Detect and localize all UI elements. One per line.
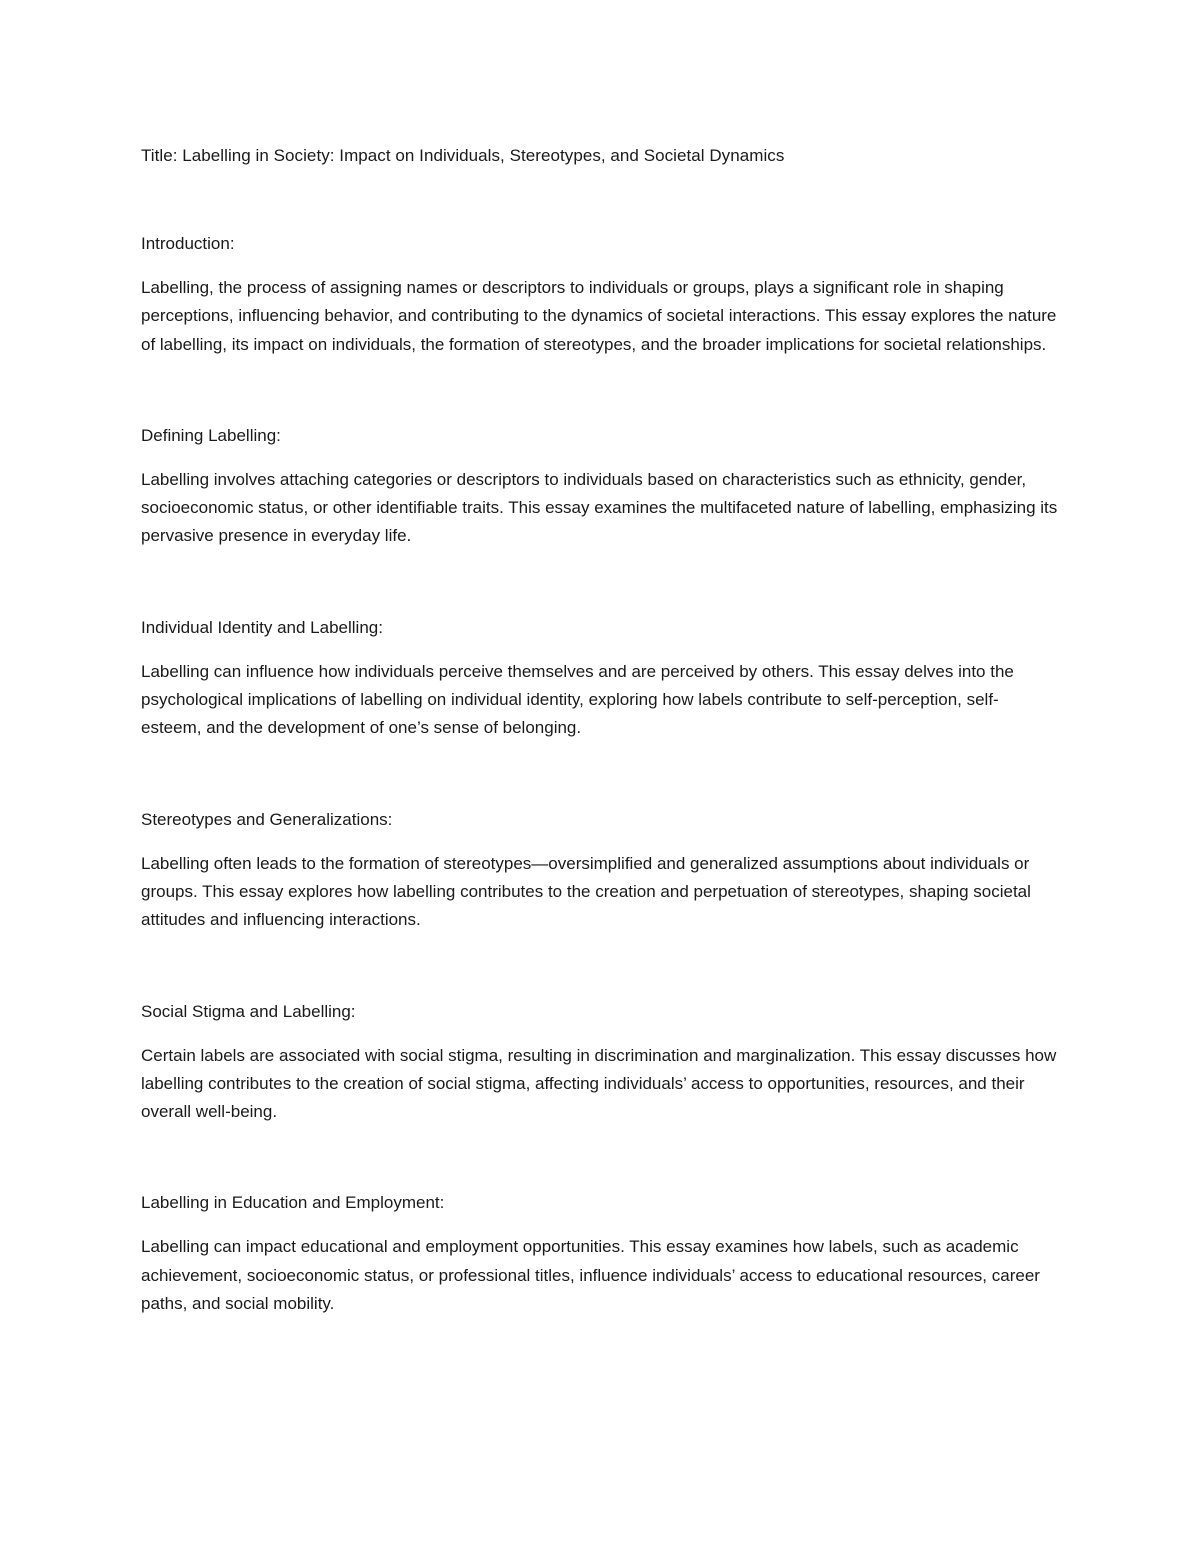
section-introduction (141, 230, 1059, 359)
section-heading-stereotypes: Stereotypes and Generalizations: (141, 809, 393, 829)
section-defining-labelling (141, 422, 1059, 551)
section-body-education-employment: Labelling can impact educational and employment opportunities. This essay examines how labels, such as academic achievement, socioeconomic status, or professional titles, influence individuals’ access to educational resources, career paths, and social mobility. (141, 1237, 1040, 1314)
document-content (141, 142, 1059, 1318)
section-stereotypes (141, 806, 1059, 935)
section-heading-individual-identity: Individual Identity and Labelling: (141, 617, 383, 637)
section-heading-education-employment: Labelling in Education and Employment: (141, 1193, 445, 1213)
section-body-stereotypes: Labelling often leads to the formation of stereotypes—oversimplified and generalized assumptions about individuals or groups. This essay explores how labelling contributes to the creation and perpetuation of stereotypes, shaping societal attitudes and influencing interactions. (141, 853, 1031, 930)
section-body-individual-identity: Labelling can influence how individuals perceive themselves and are perceived by others. This essay delves into the psychological implications of labelling on individual identity, exploring how labels contribute to self-perception, self-esteem, and the development of one’s sense of belonging. (141, 661, 1014, 738)
section-body-social-stigma: Certain labels are associated with social stigma, resulting in discrimination and marginalization. This essay discusses how labelling contributes to the creation of social stigma, affecting individuals’ access to opportunities, resources, and their overall well-being. (141, 1045, 1057, 1122)
section-individual-identity (141, 614, 1059, 743)
section-heading-defining-labelling: Defining Labelling: (141, 425, 281, 445)
section-heading-social-stigma: Social Stigma and Labelling: (141, 1001, 356, 1021)
section-body-introduction: Labelling, the process of assigning names or descriptors to individuals or groups, plays a significant role in shaping perceptions, influencing behavior, and contributing to the dynamics of societal interactions. This essay explores the nature of labelling, its impact on individuals, the formation of stereotypes, and the broader implications for societal relationships. (141, 278, 1057, 354)
section-education-employment (141, 1189, 1059, 1318)
section-body-defining-labelling: Labelling involves attaching categories or descriptors to individuals based on characteristics such as ethnicity, gender, socioeconomic status, or other identifiable traits. This essay examines the multifaceted nature of labelling, emphasizing its pervasive presence in everyday life. (141, 469, 1058, 546)
section-heading-introduction: Introduction: (141, 234, 235, 253)
document-title: Title: Labelling in Society: Impact on Individuals, Stereotypes, and Societal Dynamics (141, 146, 785, 165)
section-social-stigma (141, 998, 1059, 1127)
